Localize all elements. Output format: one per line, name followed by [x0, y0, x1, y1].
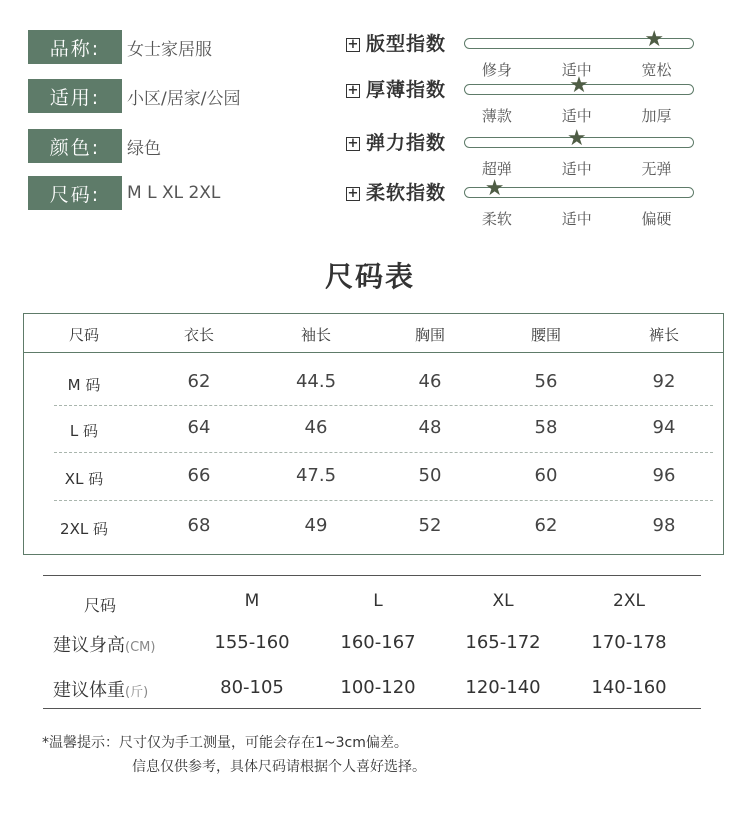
weight-value: 80-105 — [220, 677, 284, 698]
index-tick: 偏硬 — [641, 210, 672, 228]
value-cell: 96 — [652, 465, 676, 486]
value-cell: 47.5 — [295, 465, 337, 486]
index-track — [464, 176, 694, 228]
star-icon: ★ — [484, 176, 505, 201]
attr-label: 尺码: — [28, 176, 122, 210]
column-header: 胸围 — [414, 326, 446, 344]
star-icon: ★ — [569, 73, 589, 98]
column-header: 裤长 — [648, 326, 680, 344]
height-label: 建议身高 — [53, 635, 125, 656]
table-row — [24, 503, 723, 549]
value-cell: 68 — [187, 515, 211, 536]
attr-value: 女士家居服 — [127, 39, 212, 60]
table-rule — [43, 575, 701, 576]
value-cell: 62 — [534, 515, 558, 536]
table-row — [24, 359, 723, 405]
column-header: 袖长 — [300, 326, 332, 344]
value-cell: 56 — [534, 371, 558, 392]
index-tick: 加厚 — [641, 107, 672, 125]
weight-unit: (斤) — [125, 685, 149, 700]
index-tick: 宽松 — [641, 61, 672, 79]
weight-value: 120-140 — [465, 677, 541, 698]
height-value: 165-172 — [465, 632, 541, 653]
attr-value: 绿色 — [127, 138, 161, 159]
attr-size-row — [28, 176, 220, 210]
height-row-label — [53, 631, 155, 657]
index-softness — [346, 176, 706, 228]
column-header: XL — [492, 591, 514, 611]
recommendation-table — [43, 575, 701, 709]
index-tick: 适中 — [561, 107, 592, 125]
value-cell: 58 — [534, 417, 558, 438]
index-tick: 超弹 — [481, 160, 512, 178]
value-cell: 92 — [652, 371, 676, 392]
column-header: M — [244, 591, 260, 611]
index-title: 柔软指数 — [366, 182, 447, 204]
attr-usage-row — [28, 79, 240, 113]
column-header: 尺码 — [83, 596, 117, 615]
column-header: 2XL — [613, 591, 645, 611]
column-header: L — [373, 591, 383, 611]
weight-value: 140-160 — [591, 677, 667, 698]
table-row — [24, 453, 723, 499]
attr-color-row — [28, 129, 161, 163]
value-cell: 48 — [418, 417, 442, 438]
index-title: 弹力指数 — [366, 132, 447, 154]
size-cell: M 码 — [67, 376, 101, 394]
size-cell: XL 码 — [64, 470, 104, 488]
table-row — [24, 405, 723, 451]
table-rule — [43, 708, 701, 709]
column-header: 尺码 — [68, 326, 100, 344]
attr-label: 品称: — [28, 30, 122, 64]
index-elasticity — [346, 126, 706, 178]
value-cell: 94 — [652, 417, 676, 438]
value-cell: 49 — [304, 515, 328, 536]
size-chart-title: 尺码表 — [324, 260, 415, 293]
value-cell: 66 — [187, 465, 211, 486]
attr-label: 颜色: — [28, 129, 122, 163]
column-header: 衣长 — [183, 326, 215, 344]
note-line-1: *温馨提示：尺寸仅为手工测量，可能会存在1~3cm偏差。 — [42, 735, 408, 751]
value-cell: 98 — [652, 515, 676, 536]
index-tick: 修身 — [481, 61, 512, 79]
index-tick: 适中 — [561, 61, 592, 79]
attr-value: M L XL 2XL — [127, 183, 221, 203]
index-title: 版型指数 — [366, 33, 447, 55]
star-icon: ★ — [566, 126, 587, 151]
index-fit — [346, 27, 706, 79]
size-table-header — [24, 314, 723, 353]
weight-value: 100-120 — [340, 677, 416, 698]
column-header: 腰围 — [530, 326, 562, 344]
plus-square-icon: + — [347, 83, 359, 98]
index-title: 厚薄指数 — [366, 79, 447, 101]
index-track — [464, 27, 694, 79]
note-line-2: 信息仅供参考，具体尺码请根据个人喜好选择。 — [132, 759, 426, 775]
value-cell: 44.5 — [295, 371, 337, 392]
index-tick: 薄款 — [481, 107, 512, 125]
attr-value: 小区/居家/公园 — [127, 88, 241, 109]
plus-square-icon: + — [347, 37, 359, 52]
index-thickness — [346, 73, 706, 125]
plus-square-icon: + — [347, 136, 359, 151]
row-divider — [54, 500, 713, 501]
height-unit: (CM) — [125, 640, 156, 655]
height-value: 170-178 — [591, 632, 667, 653]
height-value: 160-167 — [340, 632, 416, 653]
size-cell: L 码 — [69, 422, 99, 440]
attr-label: 适用: — [28, 79, 122, 113]
value-cell: 62 — [187, 371, 211, 392]
index-tick: 适中 — [561, 210, 592, 228]
index-tick: 无弹 — [641, 160, 672, 178]
value-cell: 52 — [418, 515, 442, 536]
attr-name-row — [28, 30, 212, 64]
plus-square-icon: + — [347, 186, 359, 201]
value-cell: 60 — [534, 465, 558, 486]
size-cell: 2XL 码 — [60, 520, 108, 538]
index-tick: 柔软 — [481, 210, 512, 228]
weight-label: 建议体重 — [53, 680, 125, 701]
index-tick: 适中 — [561, 160, 592, 178]
value-cell: 46 — [304, 417, 328, 438]
value-cell: 50 — [418, 465, 442, 486]
star-icon: ★ — [644, 27, 665, 52]
height-value: 155-160 — [214, 632, 290, 653]
weight-row-label — [53, 676, 148, 702]
index-track — [464, 73, 694, 125]
value-cell: 64 — [187, 417, 211, 438]
value-cell: 46 — [418, 371, 442, 392]
size-table — [23, 313, 724, 555]
index-track — [464, 126, 694, 178]
